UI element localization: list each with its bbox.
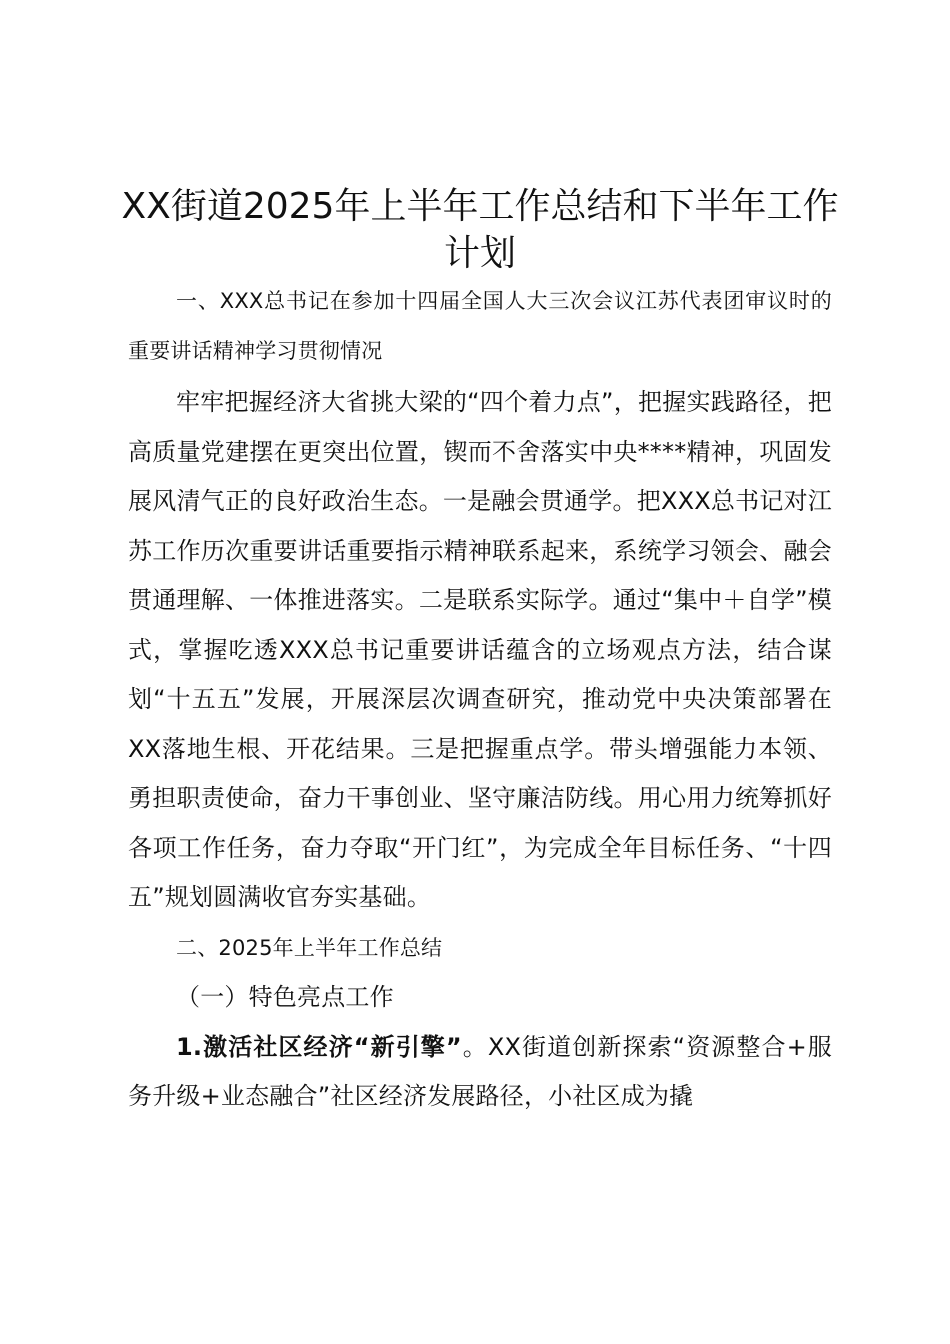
document-page (121, 183, 839, 1122)
section1-body: 牢牢把握经济大省挑大梁的“四个着力点”，把握实践路径，把高质量党建摆在更突出位置，锲而不舍落实中央****精神，巩固发展风清气正的良好政治生态。一是融会贯通学。把XXX总书记对江苏工作历次重要讲话重要指示精神联系起来，系统学习领会、融会贯通理解、一体推进落实。二是联系实际学。通过“集中＋自学”模式，掌握吃透XXX总书记重要讲话蕴含的立场观点方法，结合谋划“十五五”发展，开展深层次调查研究，推动党中央决策部署在XX落地生根、开花结果。三是把握重点学。带头增强能力本领、勇担职责使命，奋力干事创业、坚守廉洁防线。用心用力统筹抓好各项工作任务，奋力夺取“开门红”，为完成全年目标任务、“十四五”规划圆满收官夯实基础。 (128, 388, 832, 911)
subsection1-heading: （一）特色亮点工作 (176, 983, 394, 1011)
section1-heading: 一、XXX总书记在参加十四届全国人大三次会议江苏代表团审议时的重要讲话精神学习贯彻情况 (128, 289, 832, 363)
section2-heading: 二、2025年上半年工作总结 (176, 935, 443, 960)
item1-text: 。XX街道创新探索“资源整合+服务升级+业态融合”社区经济发展路径，小社区成为撬 (128, 1032, 833, 1110)
document-title: XX街道2025年上半年工作总结和下半年工作计划 (121, 186, 839, 274)
item1-label: 1.激活社区经济“新引擎” (176, 1032, 462, 1061)
item1-paragraph (128, 1023, 832, 1122)
